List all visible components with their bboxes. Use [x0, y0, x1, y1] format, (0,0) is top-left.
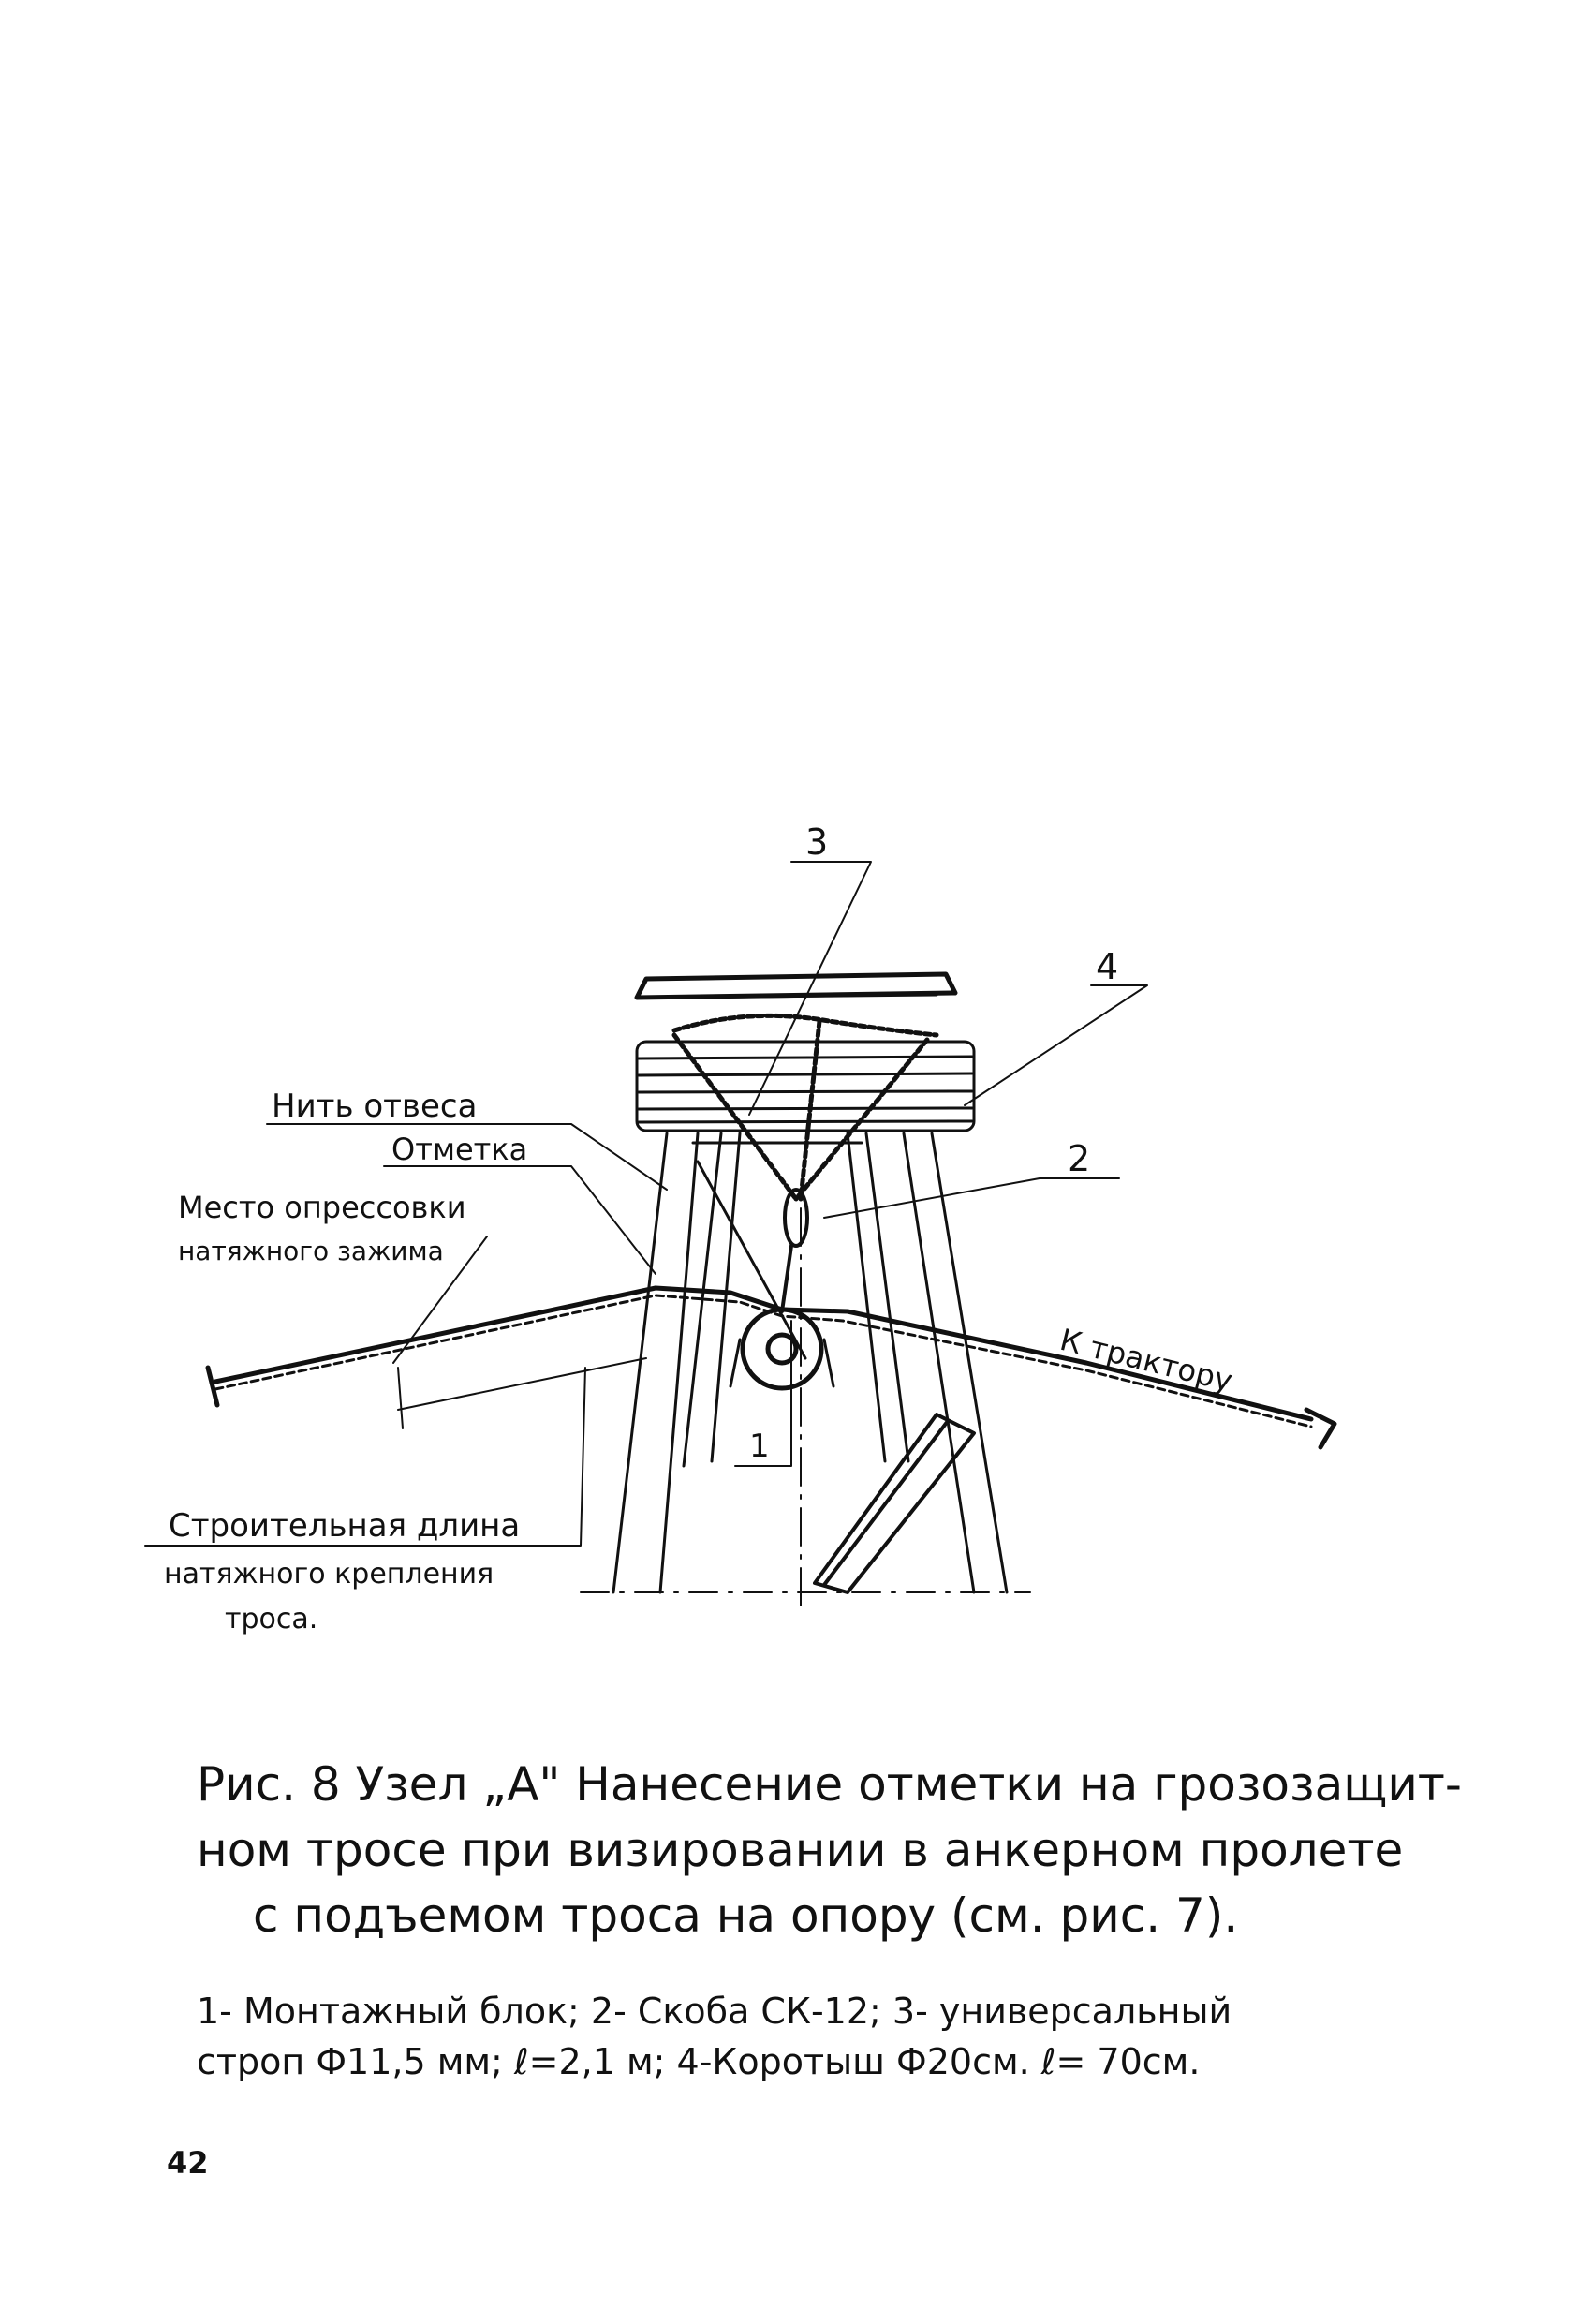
plumb-line-label: Нить отвеса: [272, 1088, 478, 1125]
caption-line-3: с подъемом троса на опору (см. рис. 7).: [253, 1888, 1239, 1943]
figure-caption: [197, 1752, 1508, 1948]
callout-number-3: 3: [805, 822, 829, 863]
build-length-label-2: натяжного крепления: [164, 1558, 494, 1591]
build-length-label-1: Строительная длина: [169, 1507, 521, 1545]
shackle: [782, 1190, 807, 1311]
top-cap-plate: [637, 974, 955, 998]
crimp-place-label-2: натяжного зажима: [178, 1236, 444, 1266]
caption-line-2: ном тросе при визировании в анкерном пролете: [197, 1823, 1404, 1877]
mounting-block: [730, 1310, 833, 1388]
tower-legs: [613, 1133, 1007, 1592]
legend-line-1: 1- Монтажный блок; 2- Скоба СК-12; 3- универсальный: [197, 1991, 1232, 2032]
callout-number-1: 1: [749, 1428, 770, 1465]
to-tractor-label: К трактору: [1056, 1321, 1236, 1399]
callout-number-4: 4: [1096, 946, 1119, 987]
legend-line-2: строп Ф11,5 мм; ℓ=2,1 м; 4-Коротыш Ф20см. ℓ= 70см.: [197, 2041, 1201, 2082]
crimp-place-label-1: Место опрессовки: [178, 1190, 466, 1225]
mark-label: Отметка: [391, 1132, 528, 1167]
caption-line-1: Рис. 8 Узел „А" Нанесение отметки на грозозащит-: [197, 1757, 1462, 1812]
page-number: 42: [167, 2145, 209, 2181]
callout-number-2: 2: [1068, 1138, 1091, 1179]
build-length-label-3: троса.: [225, 1603, 318, 1636]
figure-legend: [197, 1986, 1508, 2087]
